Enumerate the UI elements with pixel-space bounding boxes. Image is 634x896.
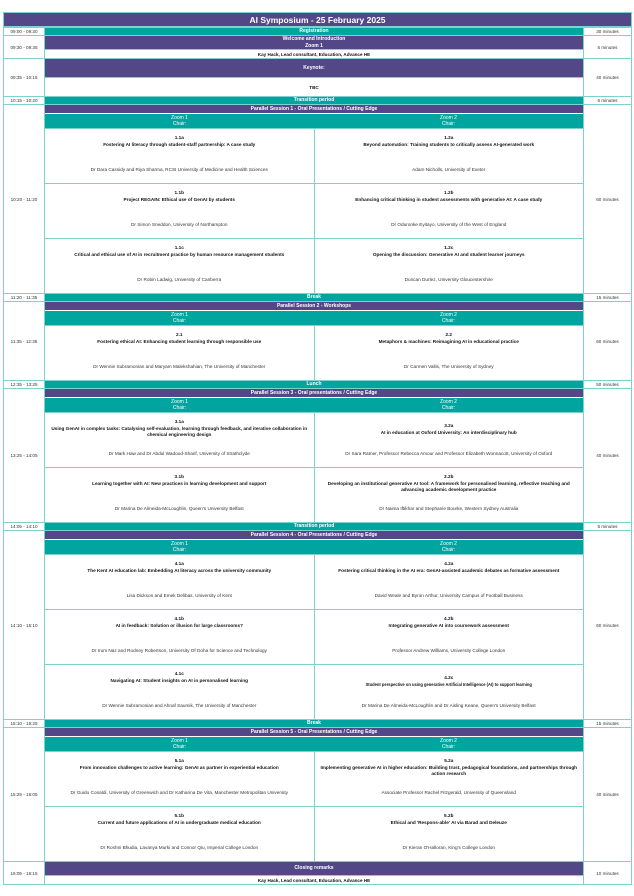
talk-number: 4.2c — [444, 675, 454, 680]
talk-number: 1.2b — [444, 190, 454, 195]
talk-number: 5.2a — [444, 758, 454, 763]
talk-number: 4.1a — [174, 561, 184, 566]
block-content — [45, 720, 583, 727]
talk-presenters: Lisa Dickson and Emek Delibas, University of Kent — [126, 593, 232, 598]
plenary-header-line: Closing remarks — [294, 865, 334, 872]
plenary-header — [45, 59, 583, 77]
zoom-rooms-header — [45, 539, 583, 554]
block-label: Lunch — [45, 381, 583, 388]
time-slot: 10:20 - 11:20 — [4, 105, 45, 293]
talk-title: Critical and ethical use of AI in recruitment practice by human resource management students — [74, 251, 285, 257]
session-header — [45, 302, 583, 310]
plenary-header-line: Welcome and Introduction — [282, 36, 346, 42]
zoom-room-1 — [45, 540, 314, 554]
talk-presenters: Professor Andrew Williams, University College London — [392, 648, 506, 653]
talk-number: 1.1a — [174, 135, 184, 140]
plenary-speaker: Kay Hack, Lead consultant, Education, Advance HE — [45, 49, 583, 58]
talk-title: Project REGAIN: Ethical use of GenAI by students — [123, 196, 235, 202]
talk-title: Student perspective on using generative Artificial Intelligence (AI) to support learning — [365, 681, 532, 687]
block-content — [45, 28, 583, 35]
talk-presenters: Dr Sara Ratner, Professor Rebecca Amour and Professor Elizabeth Wonnacott, University of Oxford — [345, 451, 553, 456]
block-content — [45, 523, 583, 530]
schedule-block-bar — [4, 293, 631, 301]
time-slot: 15:10 - 15:25 — [4, 720, 45, 727]
talk-title: From innovation challenges to active learning: GenAI as partner in experiential education — [79, 764, 279, 770]
zoom-room-name: Zoom 1 — [171, 114, 188, 121]
zoom-chair: Chair: — [441, 744, 456, 750]
block-content — [45, 862, 583, 884]
talk-row — [45, 467, 583, 522]
session-header — [45, 531, 583, 539]
time-slot: 14:05 - 14:10 — [4, 523, 45, 530]
agenda-table — [3, 12, 632, 885]
talk-cell — [45, 129, 314, 183]
talk-number: 3.1a — [174, 419, 184, 424]
talk-title: Fostering critical thinking in the AI era: GenAI-assisted academic debates as formative assessment — [338, 567, 560, 573]
talk-title: Metaphors & machines: Reimagining AI in educational practice — [378, 338, 519, 344]
plenary-speaker: TBC — [45, 77, 583, 96]
session-header — [45, 728, 583, 736]
zoom-rooms-header — [45, 397, 583, 412]
talk-presenters: Dr Kieran O'Halloran, King's College London — [402, 845, 495, 850]
talk-title: Learning together with AI: New practices in learning development and support — [92, 480, 267, 486]
talk-cell — [314, 326, 584, 380]
talk-row — [45, 751, 583, 806]
talk-number: 4.1b — [174, 616, 184, 621]
talk-number: 3.2a — [444, 423, 454, 428]
time-slot: 12:35 - 13:25 — [4, 381, 45, 388]
zoom-room-name: Zoom 2 — [440, 114, 457, 121]
talk-title: The Kent AI education lab: Embedding AI literacy across the university community — [87, 567, 272, 573]
block-content — [45, 97, 583, 104]
block-content — [45, 294, 583, 301]
talk-title: Enhancing critical thinking in student assessments with generative AI: A case study — [355, 196, 543, 202]
time-slot: 13:25 - 14:05 — [4, 389, 45, 522]
schedule-block-bar — [4, 719, 631, 727]
talk-number: 1.2a — [444, 135, 454, 140]
zoom-chair: Chair: — [441, 121, 456, 127]
time-slot: 09:35 - 10:15 — [4, 59, 45, 96]
talk-presenters: Dr Simon Sneddon, University of Northampton — [131, 222, 228, 227]
talk-cell — [45, 610, 314, 664]
zoom-chair: Chair: — [172, 744, 187, 750]
talk-title: Opening the discussion: Generative AI and student learner journeys — [372, 251, 525, 257]
talk-number: 4.2a — [444, 561, 454, 566]
schedule-block-session — [4, 301, 631, 380]
session-title: Parallel Session 3 - Oral presentations / Cutting Edge — [250, 389, 378, 396]
block-content — [45, 531, 583, 719]
talk-title: AI in feedback: Solution or illusion for large classrooms? — [115, 622, 243, 628]
talk-row — [45, 806, 583, 861]
session-title: Parallel Session 2 - Workshops — [276, 302, 352, 309]
talk-title: Fostering ethical AI: Enhancing student learning through responsible use — [97, 338, 262, 344]
talk-cell — [314, 752, 584, 806]
zoom-chair: Chair: — [172, 121, 187, 127]
talk-cell — [314, 807, 584, 861]
session-header — [45, 105, 583, 113]
talk-number: 1.2c — [444, 245, 454, 250]
duration: 5 minutes — [583, 523, 631, 530]
schedule-block-bar — [4, 96, 631, 104]
talk-cell — [314, 129, 584, 183]
duration: 40 minutes — [583, 389, 631, 522]
talk-title: Implementing generative AI in higher education: Building trust, pedagogical foundations, and partnerships through action research — [320, 764, 578, 776]
talk-row — [45, 554, 583, 609]
plenary-speaker: Kay Hack, Lead consultant, Education, Advance HE — [45, 875, 583, 884]
duration: 60 minutes — [583, 105, 631, 293]
duration: 5 minutes — [583, 36, 631, 58]
plenary-header — [45, 36, 583, 49]
talk-title: AI in education at Oxford University: An interdisciplinary hub — [380, 429, 517, 435]
talk-presenters: Dr Dara Cassidy and Riya Sharma, RCSI University of Medicine and Health Sciences — [90, 167, 268, 172]
talk-presenters: Dr Irum Naz and Rodney Robertson, University Of Doha for Science and Technology — [91, 648, 268, 653]
talk-cell — [45, 184, 314, 238]
talk-cell — [314, 665, 584, 719]
talk-row — [45, 325, 583, 380]
talk-presenters: Dr Marina De Almeida-McLoughlin and Dr Aisling Keane, Queen's University Belfast — [361, 703, 536, 708]
talk-title: Developing an institutional generative AI tool: A framework for personalised learning, reflective teaching and advancing academic development practice — [327, 480, 570, 492]
session-header — [45, 389, 583, 397]
talk-row — [45, 664, 583, 719]
talk-cell — [45, 326, 314, 380]
block-content — [45, 59, 583, 96]
talk-title: Integrating generative AI into coursework assessment — [388, 622, 509, 628]
time-slot: 09:00 - 09:30 — [4, 28, 45, 35]
talk-title: Navigating AI: Student insights on AI in personalised learning — [110, 677, 248, 683]
talk-number: 5.1b — [174, 813, 184, 818]
talk-presenters: Dr Mark Haw and Dr Abdul Wadood-Sharif, University of Strathclyde — [108, 451, 250, 456]
zoom-chair: Chair: — [172, 405, 187, 411]
zoom-rooms-header — [45, 310, 583, 325]
block-content — [45, 105, 583, 293]
plenary-header — [45, 862, 583, 875]
talk-number: 4.1c — [174, 671, 184, 676]
zoom-chair: Chair: — [172, 318, 187, 324]
duration: 15 minutes — [583, 294, 631, 301]
block-label: Transition period — [45, 97, 583, 104]
talk-number: 1.1c — [174, 245, 184, 250]
talk-row — [45, 128, 583, 183]
duration: 60 minutes — [583, 531, 631, 719]
talk-cell — [45, 239, 314, 293]
plenary-header-line: Keynote: — [303, 64, 325, 71]
schedule-block-session — [4, 104, 631, 293]
talk-number: 4.2b — [444, 616, 454, 621]
block-label: Break — [45, 294, 583, 301]
talk-cell — [45, 665, 314, 719]
talk-cell — [314, 555, 584, 609]
time-slot: 15:25 - 16:05 — [4, 728, 45, 861]
schedule-block-session — [4, 388, 631, 522]
block-content — [45, 389, 583, 522]
zoom-room-2 — [314, 311, 583, 325]
talk-row — [45, 183, 583, 238]
schedule-block-plenary — [4, 35, 631, 58]
talk-presenters: Dr Oduronke Eyitayo, University of the West of England — [391, 222, 507, 227]
zoom-rooms-header — [45, 113, 583, 128]
zoom-room-name: Zoom 1 — [171, 311, 188, 318]
block-content — [45, 381, 583, 388]
zoom-room-name: Zoom 2 — [440, 737, 457, 744]
talk-cell — [45, 807, 314, 861]
zoom-room-2 — [314, 540, 583, 554]
zoom-chair: Chair: — [441, 405, 456, 411]
schedule-block-plenary — [4, 861, 631, 884]
zoom-room-1 — [45, 737, 314, 751]
block-content — [45, 302, 583, 380]
talk-row — [45, 412, 583, 467]
time-slot: 11:35 - 12:35 — [4, 302, 45, 380]
talk-number: 1.1b — [174, 190, 184, 195]
talk-title: Using GenAI in complex tasks: Catalysing self-evaluation, learning through feedback, and iterative collaboration in chemical engineering design — [51, 425, 308, 437]
talk-presenters: Dr Wennie Subramonian and Ahnaf Saumik, The University of Manchester — [102, 703, 257, 708]
talk-title: Fostering AI literacy through student-staff partnership: A case study — [103, 141, 256, 147]
talk-presenters: Duncan Durlez, University Gloucestershire — [404, 277, 493, 282]
session-title: Parallel Session 4 - Oral Presentations / Cutting Edge — [250, 531, 378, 538]
duration: 50 minutes — [583, 381, 631, 388]
zoom-chair: Chair: — [441, 318, 456, 324]
page-title: AI Symposium - 25 February 2025 — [4, 13, 631, 27]
talk-title: Ethical and 'Respons-able' AI via Barad and Deleuze — [390, 819, 507, 825]
zoom-room-2 — [314, 398, 583, 412]
talk-presenters: Dr Guido Conaldi, University of Greenwich and Dr Katharina De Vita, Manchester Metropolitan University — [70, 790, 288, 795]
talk-cell — [45, 752, 314, 806]
block-label: Transition period — [45, 523, 583, 530]
talk-presenters: Associate Professor Rachel Fitzgerald, University of Queensland — [381, 790, 516, 795]
session-title: Parallel Session 5 - Oral Presentations / Cutting Edge — [250, 728, 378, 735]
talk-cell — [314, 184, 584, 238]
time-slot: 11:20 - 11:35 — [4, 294, 45, 301]
duration: 5 minutes — [583, 97, 631, 104]
zoom-room-1 — [45, 398, 314, 412]
talk-row — [45, 609, 583, 664]
duration: 10 minutes — [583, 862, 631, 884]
talk-row — [45, 238, 583, 293]
talk-number: 5.2b — [444, 813, 454, 818]
zoom-room-name: Zoom 1 — [171, 398, 188, 405]
schedule-block-plenary — [4, 58, 631, 96]
talk-number: 2.1 — [175, 332, 183, 337]
talk-number: 2.2 — [445, 332, 453, 337]
talk-presenters: Dr Wennie Subramonian and Maryam Malekshahian, The University of Manchester — [93, 364, 266, 369]
talk-cell — [314, 468, 584, 522]
talk-presenters: Dr Robin Ladwig, University of Canberra — [137, 277, 222, 282]
talk-cell — [314, 413, 584, 467]
talk-cell — [45, 555, 314, 609]
talk-number: 3.2b — [444, 474, 454, 479]
duration: 60 minutes — [583, 302, 631, 380]
time-slot: 10:15 - 10:20 — [4, 97, 45, 104]
zoom-chair: Chair: — [172, 547, 187, 553]
time-slot: 14:10 - 15:10 — [4, 531, 45, 719]
session-title: Parallel Session 1 - Oral Presentations / Cutting Edge — [250, 105, 378, 112]
talk-presenters: David Weale and Byron Arthur, University Campus of Football Business — [374, 593, 523, 598]
talk-presenters: Dr Naima Iftikhar and Stephanie Bourke, Western Sydney Australia — [379, 506, 519, 511]
zoom-rooms-header — [45, 736, 583, 751]
zoom-room-2 — [314, 737, 583, 751]
block-label: Registration — [45, 28, 583, 35]
schedule-block-session — [4, 727, 631, 861]
zoom-chair: Chair: — [441, 547, 456, 553]
talk-presenters: Dr Carmen Vallis, The University of Sydney — [403, 364, 494, 369]
zoom-room-2 — [314, 114, 583, 128]
zoom-room-name: Zoom 2 — [440, 398, 457, 405]
duration: 40 minutes — [583, 728, 631, 861]
talk-number: 5.1a — [174, 758, 184, 763]
schedule-block-bar — [4, 380, 631, 388]
duration: 30 minutes — [583, 28, 631, 35]
talk-presenters: Dr Roshni Bhudia, Lavanya Murki and Connor Qiu, Imperial College London — [100, 845, 259, 850]
schedule-block-bar — [4, 27, 631, 35]
talk-cell — [45, 468, 314, 522]
zoom-room-name: Zoom 1 — [171, 540, 188, 547]
talk-cell — [314, 239, 584, 293]
talk-cell — [314, 610, 584, 664]
plenary-header-line: Zoom 1 — [305, 42, 323, 49]
block-content — [45, 728, 583, 861]
talk-cell — [45, 413, 314, 467]
zoom-room-name: Zoom 1 — [171, 737, 188, 744]
time-slot: 16:05 - 16:15 — [4, 862, 45, 884]
duration: 40 minutes — [583, 59, 631, 96]
schedule-block-bar — [4, 522, 631, 530]
talk-number: 3.1b — [174, 474, 184, 479]
talk-title: Current and future applications of AI in undergraduate medical education — [97, 819, 261, 825]
time-slot: 09:30 - 09:35 — [4, 36, 45, 58]
block-label: Break — [45, 720, 583, 727]
zoom-room-1 — [45, 114, 314, 128]
talk-title: Beyond automation: Training students to critically assess AI-generated work — [363, 141, 535, 147]
zoom-room-name: Zoom 2 — [440, 540, 457, 547]
zoom-room-name: Zoom 2 — [440, 311, 457, 318]
talk-presenters: Dr Marina De Almeida-McLoughlin, Queen's University Belfast — [114, 506, 244, 511]
talk-presenters: Adam Nicholls, University of Exeter — [412, 167, 486, 172]
zoom-room-1 — [45, 311, 314, 325]
block-content — [45, 36, 583, 58]
schedule-block-session — [4, 530, 631, 719]
duration: 15 minutes — [583, 720, 631, 727]
